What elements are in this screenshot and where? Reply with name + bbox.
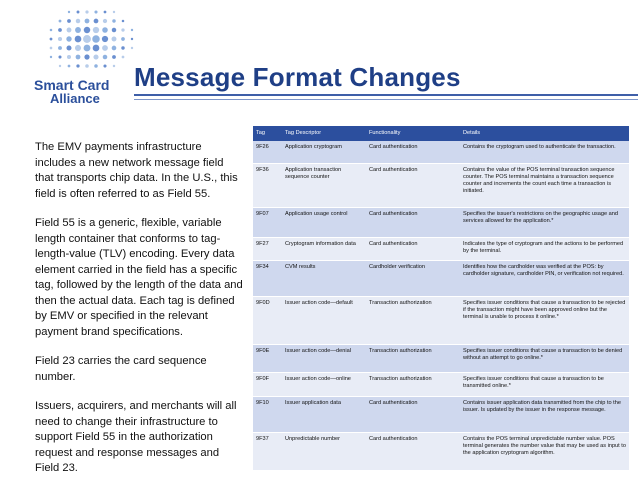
logo-dot [103, 64, 106, 67]
logo-dot [84, 45, 91, 52]
logo-dot [112, 28, 117, 33]
cell-descriptor: Unpredictable number [282, 432, 366, 470]
table-row [253, 163, 629, 207]
cell-tag: 9F34 [253, 260, 282, 296]
logo-dot [67, 19, 71, 23]
cell-tag: 9F0D [253, 296, 282, 344]
cell-functionality: Transaction authorization [366, 372, 460, 396]
logo-dot [93, 45, 100, 52]
cell-details: Specifies issuer conditions that cause a transaction to be denied without an attempt to go online.* [460, 344, 629, 372]
cell-details: Specifies issuer conditions that cause a transaction to be rejected if the transaction might have been approved online but the terminal is unable to process it online.* [460, 296, 629, 344]
logo-dot [59, 20, 62, 23]
logo-dot [94, 64, 98, 68]
cell-functionality: Card authentication [366, 163, 460, 207]
cell-functionality: Transaction authorization [366, 296, 460, 344]
cell-tag: 9F26 [253, 141, 282, 163]
cell-details: Specifies the issuer's restrictions on the geographic usage and services allowed for the application.* [460, 207, 629, 237]
logo-dot [85, 64, 89, 68]
logo-dot [58, 37, 62, 41]
cell-descriptor: CVM results [282, 260, 366, 296]
header-tag-descriptor: Tag Descriptor [282, 126, 366, 141]
logo-dot [112, 19, 115, 22]
cell-descriptor: Application transaction sequence counter [282, 163, 366, 207]
logo-dot [102, 36, 108, 42]
logo-dot [104, 11, 107, 14]
logo-dot [77, 11, 80, 14]
paragraph-1: The EMV payments infrastructure includes a new network message field that transports chip data. In the U.S., this field is often referred to as Field 55. [35, 141, 238, 200]
logo-dot [94, 19, 99, 24]
cell-functionality: Card authentication [366, 432, 460, 470]
logo-dot [67, 55, 71, 59]
cell-descriptor: Cryptogram information data [282, 237, 366, 260]
logo-dot [58, 55, 61, 58]
cell-functionality: Card authentication [366, 207, 460, 237]
logo-dot [113, 65, 115, 67]
logo-dot [131, 47, 133, 49]
cell-tag: 9F0E [253, 344, 282, 372]
logo-dot [58, 46, 62, 50]
cell-tag: 9F10 [253, 396, 282, 432]
logo-line2: Alliance [50, 91, 100, 106]
logo-dot [103, 19, 107, 23]
header-details: Details [460, 126, 629, 141]
cell-descriptor: Issuer action code—default [282, 296, 366, 344]
logo-dot [113, 11, 115, 13]
logo-dot [76, 19, 80, 23]
cell-functionality: Transaction authorization [366, 344, 460, 372]
logo-dot [50, 29, 53, 32]
logo-dot [76, 55, 81, 60]
logo-dot [50, 56, 52, 58]
logo-dot [92, 35, 100, 43]
cell-tag: 9F36 [253, 163, 282, 207]
logo-dot [75, 27, 81, 33]
logo-dot [122, 56, 125, 59]
cell-functionality: Card authentication [366, 237, 460, 260]
table-row [253, 237, 629, 260]
logo-dot [84, 54, 89, 59]
cell-tag: 9F07 [253, 207, 282, 237]
table-row [253, 207, 629, 237]
logo-dot [50, 47, 53, 50]
logo-dot [68, 65, 71, 68]
title-divider [134, 94, 638, 96]
title-divider-thin [134, 99, 638, 100]
cell-functionality: Cardholder verification [366, 260, 460, 296]
cell-tag: 9F37 [253, 432, 282, 470]
cell-details: Specifies issuer conditions that cause a transaction to be transmitted online.* [460, 372, 629, 396]
logo-dot [103, 55, 108, 60]
smart-card-alliance-logo [30, 8, 150, 106]
logo-dot [122, 20, 125, 23]
logo-dot [112, 37, 117, 42]
table-row [253, 432, 629, 470]
table-row [253, 141, 629, 163]
table-row [253, 260, 629, 296]
logo-dot [50, 38, 53, 41]
logo-dot [93, 27, 99, 33]
table-header-row [253, 126, 629, 141]
logo-dot [94, 10, 97, 13]
logo-dot [58, 28, 62, 32]
paragraph-3: Field 23 carries the card sequence number. [35, 355, 207, 383]
header-functionality: Functionality [366, 126, 460, 141]
table-row [253, 344, 629, 372]
logo-dot [66, 45, 71, 50]
logo-dot [83, 35, 91, 43]
logo-dot [93, 54, 98, 59]
cell-descriptor: Application cryptogram [282, 141, 366, 163]
cell-descriptor: Application usage control [282, 207, 366, 237]
cell-functionality: Card authentication [366, 141, 460, 163]
cell-details: Contains the POS terminal unpredictable number value. POS terminal generates the number value that may be used as input to the application cryptogram algorithm. [460, 432, 629, 470]
cell-details: Contains the value of the POS terminal transaction sequence counter. The POS terminal maintains a transaction sequence counter and increments the count each time a transaction is initiated. [460, 163, 629, 207]
cell-details: Indicates the type of cryptogram and the actions to be performed by the terminal. [460, 237, 629, 260]
logo-dot [75, 45, 81, 51]
cell-descriptor: Issuer action code—denial [282, 344, 366, 372]
cell-functionality: Card authentication [366, 396, 460, 432]
logo-dot [75, 36, 82, 43]
logo-dot [121, 28, 124, 31]
logo-dot [112, 46, 117, 51]
logo-dot [66, 36, 71, 41]
cell-details: Identifies how the cardholder was verified at the POS: by cardholder signature, cardholder PIN, or verification not required. [460, 260, 629, 296]
logo-dot [76, 64, 79, 67]
logo-dot [59, 65, 61, 67]
table-row [253, 296, 629, 344]
cell-descriptor: Issuer application data [282, 396, 366, 432]
logo-dot [121, 46, 124, 49]
paragraph-2: Field 55 is a generic, flexible, variable length container that conforms to tag-length-value (TLV) encoding. Every data element carried in the field has a specific tag, followed by the length of the data and then the actual data. Each tag is defined by EMV or specified in the relevant payment brand specifications. [35, 217, 243, 338]
logo-dot [102, 45, 108, 51]
logo-dot [102, 27, 108, 33]
paragraph-4: Issuers, acquirers, and merchants will all need to change their infrastructure to support Field 55 in the authorization request and response messages and Field 23. [35, 400, 237, 474]
logo-dot [68, 11, 70, 13]
logo-dot [112, 55, 116, 59]
table-row [253, 396, 629, 432]
tag-table [253, 126, 629, 471]
logo-dot [84, 27, 91, 34]
logo-dot [131, 29, 133, 31]
logo-dot [85, 10, 88, 13]
logo-dot [131, 38, 133, 40]
body-text [35, 140, 245, 491]
logo-dot [85, 19, 90, 24]
page-title: Message Format Changes [134, 62, 461, 92]
logo-line1: Smart Card [34, 77, 110, 93]
cell-details: Contains the cryptogram used to authenticate the transaction. [460, 141, 629, 163]
cell-tag: 9F0F [253, 372, 282, 396]
cell-descriptor: Issuer action code—online [282, 372, 366, 396]
header-tag: Tag [253, 126, 282, 141]
table-row [253, 372, 629, 396]
logo-grid-icon [30, 8, 150, 106]
cell-details: Contains issuer application data transmitted from the chip to the issuer. Is updated by the issuer in the response message. [460, 396, 629, 432]
logo-dot [121, 37, 125, 41]
cell-tag: 9F27 [253, 237, 282, 260]
logo-dot [67, 28, 72, 33]
